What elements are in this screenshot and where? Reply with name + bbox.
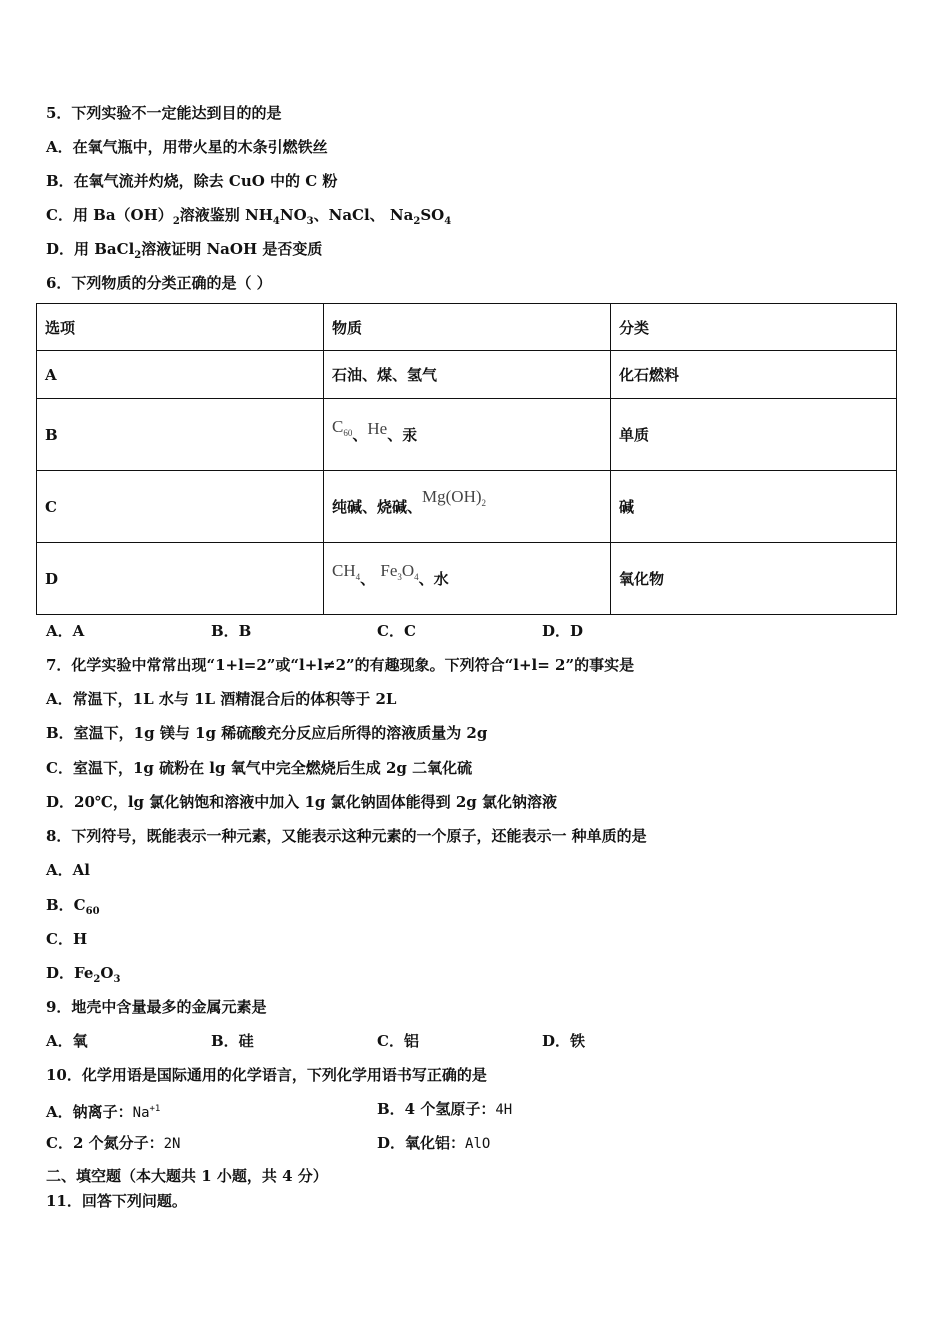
row-a-option: A	[37, 351, 324, 399]
q8-option-a: A．Al	[46, 861, 90, 879]
row-d-category: 氧化物	[611, 543, 897, 615]
row-b-category: 单质	[611, 399, 897, 471]
q5-option-a: A．在氧气瓶中，用带火星的木条引燃铁丝	[46, 138, 328, 156]
q5-option-b: B．在氧气流并灼烧，除去 CuO 中的 C 粉	[46, 172, 338, 190]
header-substance: 物质	[324, 304, 611, 351]
q8-stem: 8．下列符号，既能表示一种元素，又能表示这种元素的一个原子，还能表示一 种单质的是	[46, 827, 647, 845]
q5-option-c: C．用 $Ba(OH)_2$溶液鉴别 $NH_4NO_3$、NaCl、 $Na_2SO_4$	[46, 206, 452, 227]
q6-choice-c: C．C	[377, 622, 416, 640]
q8-option-b: B．$C_{60}$	[46, 896, 100, 917]
q6-choice-b: B．B	[211, 622, 252, 640]
table-row	[37, 543, 897, 615]
row-a-category: 化石燃料	[611, 351, 897, 399]
row-a-substance: 石油、煤、氢气	[324, 351, 611, 399]
header-category: 分类	[611, 304, 897, 351]
q8-option-d: D．$Fe_2O_3$	[46, 964, 121, 985]
row-c-category: 碱	[611, 471, 897, 543]
table-row	[37, 399, 897, 471]
row-c-substance: 纯碱、烧碱、$Mg(OH)_2$	[324, 471, 611, 543]
q5-option-d: D．用 BaCl$_2$溶液证明 NaOH 是否变质	[46, 240, 323, 261]
q8-option-c: C．H	[46, 930, 88, 948]
section-heading: 二、填空题（本大题共 1 小题，共 4 分）	[46, 1167, 328, 1185]
q9-choice-d: D．铁	[542, 1032, 586, 1050]
q9-choice-c: C．铝	[377, 1032, 419, 1050]
q10-stem: 10．化学用语是国际通用的化学语言，下列化学用语书写正确的是	[46, 1066, 487, 1084]
q7-option-d: D．20℃，lg 氯化钠饱和溶液中加入 1g 氯化钠固体能得到 2g 氯化钠溶液	[46, 793, 558, 811]
table-row	[37, 351, 897, 399]
classification-table	[36, 303, 897, 615]
q7-option-b: B．室温下，1g 镁与 1g 稀硫酸充分反应后所得的溶液质量为 2g	[46, 724, 488, 742]
q7-option-a: A．常温下，1L 水与 1L 酒精混合后的体积等于 2L	[46, 690, 397, 708]
row-b-option: B	[37, 399, 324, 471]
row-d-option: D	[37, 543, 324, 615]
q10-option-c: C．2 个氮分子：2N	[46, 1134, 181, 1152]
row-c-option: C	[37, 471, 324, 543]
q9-choice-a: A．氧	[46, 1032, 88, 1050]
table-row	[37, 471, 897, 543]
row-b-substance: $C_{60}$、He、汞	[324, 399, 611, 471]
header-option: 选项	[37, 304, 324, 351]
q7-stem: 7．化学实验中常常出现“1+l=2”或“l+l≠2”的有趣现象。下列符合“l+l= 2”的事实是	[46, 656, 635, 674]
q9-choice-b: B．硅	[211, 1032, 254, 1050]
q10-option-b: B．4 个氢原子：4H	[377, 1100, 513, 1118]
table-header-row	[37, 304, 897, 351]
q7-option-c: C．室温下，1g 硫粉在 lg 氧气中完全燃烧后生成 2g 二氧化硫	[46, 759, 473, 777]
q5-stem: 5．下列实验不一定能达到目的的是	[46, 104, 282, 122]
q6-stem: 6．下列物质的分类正确的是（ ）	[46, 274, 272, 292]
q10-option-a: A．钠离子：$Na^{+1}$	[46, 1103, 161, 1121]
row-d-substance: $CH_4$、 $Fe_3O_4$、水	[324, 543, 611, 615]
q6-choice-a: A．A	[46, 622, 85, 640]
q10-option-d: D．氧化铝：AlO	[377, 1134, 491, 1152]
q11-stem: 11．回答下列问题。	[46, 1192, 187, 1210]
q6-choice-d: D．D	[542, 622, 584, 640]
q9-stem: 9．地壳中含量最多的金属元素是	[46, 998, 267, 1016]
